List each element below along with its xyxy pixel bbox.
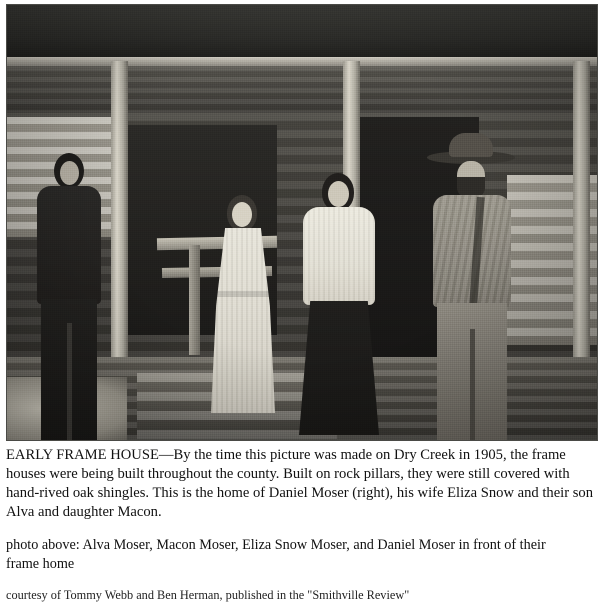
porch-bench-leg [189, 245, 200, 355]
hat-crown [449, 133, 493, 157]
porch-post-left [111, 61, 128, 391]
face [232, 202, 252, 227]
pant-leg-gap [470, 329, 475, 441]
waist-sash [217, 291, 269, 297]
photo-subject-note: photo above: Alva Moser, Macon Moser, Eliza Snow Moser, and Daniel Moser in front of their frame home [6, 537, 546, 573]
torso [37, 186, 101, 304]
roof-overhang [7, 5, 597, 61]
leg-gap [67, 323, 72, 441]
face [328, 181, 349, 207]
white-dress [211, 228, 275, 413]
caption-body: By the time this picture was made on Dry Creek in 1905, the frame houses were being built throughout the county. Built on rock pillars, they were still covered with hand-rived oak shingles. This is the home of Daniel Moser (right), his wife Eliza Snow and their son Alva and daughter Macon. [6, 447, 594, 520]
roof-edge-board [7, 57, 597, 66]
face [60, 161, 79, 185]
porch-ceiling [7, 66, 597, 120]
person-daniel-moser [427, 133, 519, 441]
person-eliza-snow-moser [295, 173, 383, 435]
porch-post-right [573, 61, 590, 381]
photo-credit: courtesy of Tommy Webb and Ben Herman, published in the "Smithville Review" [6, 588, 410, 603]
white-blouse [303, 207, 375, 305]
photo-caption [6, 446, 598, 522]
person-alva-moser [27, 153, 111, 441]
dark-skirt [299, 301, 379, 435]
early-frame-house-photograph [6, 4, 598, 441]
person-macon-moser [205, 195, 283, 430]
caption-headline: EARLY FRAME HOUSE— [6, 447, 174, 463]
